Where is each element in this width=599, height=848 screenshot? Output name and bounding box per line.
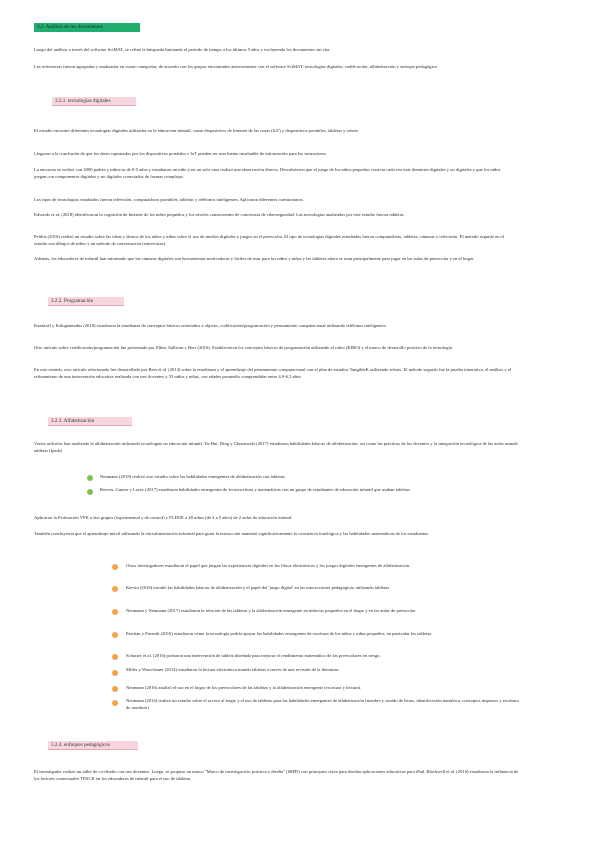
- orange-bullet-icon: [112, 686, 118, 692]
- paragraph-pr-1: Kazakoff y Kalogiannakis (2018) estudiaron la enseñanza de conceptos básicos orientados a objetos, codificación/programación y pensamiento computacional utilizando teléfonos inteligentes.: [34, 323, 387, 328]
- section-heading-3-2: 3.2. Análisis de los documentos: [34, 23, 140, 32]
- orange-bullet-icon: [112, 564, 118, 570]
- paragraph-pr-3: En este sentido, otro artículo relacionado fue desarrollado por Bers et al. (2014) sobre la enseñanza y el aprendizaje del pensamiento computacional con el plan de estudios TangibleK utilizando robots. El método seguido fue la prueba itinerativa, el análisis y el refinamiento de una intervención educativa realizada con tres docentes y 53 niños y niñas, con edades promedio comprendidas entre 4,9-6,5 años: [34, 367, 512, 379]
- paragraph-intro-1: Luego del análisis a través del software SciMAT, se refinó la búsqueda limitando el período de tiempo a los últimos 5 años y excluyendo los documentos sin cita: [34, 47, 330, 52]
- paragraph-pr-2: Otro artículo sobre codificación/programación fue presentado por Elkin, Sullivan y Bers (2016). Establecieron los conceptos básicos de programación utilizando el robot (KIBO) y el marco de desarrollo positivo de la tecnología.: [34, 345, 454, 350]
- paragraph-td-6: Pelikis (2016) realizó un estudio sobre las ideas y deseos de los niños y niñas sobre el uso de medios digitales y juegos en el preescolar. El tipo de tecnologías digitales estudiadas fueron computadoras, tabletas, cámaras y televisión. El método seguido en el estudio son dibujos de niños y un método de conversación (entrevistas).: [34, 234, 504, 246]
- paragraph-intro-2: Las referencias fueron agrupadas y analizadas en cuatro categorías, de acuerdo con los grupos encontrados anteriormente con el software SciMAT: tecnologías digitales, codificación, alfabetización y enfoque pedagógico.: [34, 64, 439, 69]
- orange-bullet-item-4: Patchan y Puranik (2016) estudiaron cómo la tecnología podría apoyar las habilidades emergentes de escritura de los niños y niñas pequeños, en particular las tabletas.: [126, 631, 433, 636]
- section-heading-3-2-1: 3.2.1. tecnologías digitales: [52, 97, 136, 106]
- orange-bullet-icon: [112, 700, 118, 706]
- orange-bullet-icon: [112, 609, 118, 615]
- orange-bullet-item-5: Schacter et al. (2016) probaron una intervención de tableta diseñada para mejorar el rendimiento matemático de los preescolares en riesgo.: [126, 653, 381, 658]
- paragraph-ep-1: El investigador realizó un taller de co-diseño con tres docentes. Luego, se propuso un marco "Marco de investigación, práctica y diseño" (fRPD) con principios clave para diseñar aplicaciones educativas para iPad. Blackwell et al. (2016) estudiaron la influencia de los factores contextuales TPACK en los educadores de infantil para el uso de tabletas.: [34, 769, 519, 781]
- orange-bullet-item-8: Neumann (2014) realizó un estudio sobre el acceso al hogar y el uso de tabletas para las habilidades emergentes de alfabetización (nombre y sonido de letras, identificación numérica, conceptos impresos y escritura de nombres): [126, 698, 519, 710]
- paragraph-td-4: Los tipos de tecnologías estudiados fueron televisión, computadoras portátiles, tabletas y teléfonos inteligentes. Aplicaron diferentes cuestionarios.: [34, 197, 304, 202]
- orange-bullet-item-6: Miller y Warschauer (2014) estudiaron la lectura electrónica usando tabletas a través de una revisión de la literatura.: [126, 667, 340, 672]
- section-heading-3-2-3: 3.2.3. Alfabetización: [48, 417, 132, 426]
- section-heading-3-2-2: 3.2.2. Programación: [48, 297, 124, 306]
- paragraph-td-1: El estudio encontró diferentes tecnologías digitales utilizadas en la educación infantil, como dispositivos de Internet de las cosas (IoT) y dispositivos portátiles, tabletas y robots.: [34, 128, 360, 133]
- paragraph-td-2: Llegaron a la conclusión de que los datos capturados por los dispositivos portátiles e IoT pueden ser una fuente invaluable de información para los instructores.: [34, 151, 327, 156]
- paragraph-td-7: Además, los educadores de infantil han informado que las cámaras digitales son herramientas motivadoras y fáciles de usar para los niños y niñas y las tabletas ahora se usan principalmente para jugar en las aulas de preescolar y en el hogar: [34, 256, 474, 261]
- orange-bullet-icon: [112, 670, 118, 676]
- paragraph-td-3: La encuesta se realizó con 2000 padres y niños/as de 0-5 años y estudiaron un niño y en un solo caso realizó una observación directa. Descubrieron que el juego de los niños pequeños conecta cada vez más dominios digitales y no digitales y que los niños juegan con componentes digitales y no digitales conectados de formas complejas.: [34, 167, 501, 179]
- green-bullet-icon: [87, 489, 93, 495]
- orange-bullet-icon: [112, 632, 118, 638]
- green-bullet-item-1: Neumann (2018) realizó otro estudio sobre las habilidades emergentes de alfabetización con tabletas: [100, 474, 285, 479]
- orange-bullet-icon: [112, 586, 118, 592]
- orange-bullet-item-7: Neumann (2016) analizó el uso en el hogar de los preescolares de las tabletas y la alfabetización emergente (escritura y lectura).: [126, 685, 362, 690]
- paragraph-al-3: También concluyeron que el aprendizaje móvil utilizando la retroalimentación informal para guiar la instrucción aumentó significativamente la conciencia fonológica y las habilidades matemáticas de los estudiantes.: [34, 531, 430, 536]
- paragraph-td-5: Edwards et al. (2018) identificaron la cognición de Internet de los niños pequeños y los niveles consecuentes de conciencia de ciberseguridad. Las tecnologías analizadas por este estudio fueron tabletas.: [34, 212, 405, 217]
- paragraph-al-2: Aplicaron la Evaluación VPK a dos grupos (experimental y de control) y FLDOE a 28 niños (de 4 a 5 años) de 2 aulas de educación infantil.: [34, 515, 293, 520]
- green-bullet-item-2: Reeves, Gunter y Lacey (2017) estudiaron habilidades emergentes de lectoescritura y matemáticas con un grupo de estudiantes de educación infantil que usaban tabletas.: [100, 487, 411, 492]
- orange-bullet-item-3: Neumann y Neumann (2017) estudiaron la relación de las tabletas y la alfabetización emergente en niños/as pequeños en el hogar y en las aulas de preescolar: [126, 608, 416, 613]
- green-bullet-icon: [87, 475, 93, 481]
- orange-bullet-item-2: Kervin (2016) estudió las habilidades básicas de alfabetización y el papel del 'juego digital' en las interacciones pedagógicas utilizando tabletas.: [126, 585, 391, 590]
- paragraph-al-1: Varios artículos han analizado la alfabetización utilizando tecnologías en educación infantil. Yu-Hui, Ding y Gluszewski (2017) estudiaron habilidades básicas de alfabetización, así como las prácticas de los docentes y la integración tecnológica de las aulas usando tabletas (Ipads): [34, 441, 518, 453]
- section-heading-3-2-4: 3.2.4. enfoques pedagógicos: [48, 741, 138, 750]
- orange-bullet-item-1: Otros investigadores estudiaron el papel que juegan las experiencias digitales en los libros electrónicos y los juegos digitales emergentes de alfabetización.: [126, 563, 411, 568]
- orange-bullet-icon: [112, 654, 118, 660]
